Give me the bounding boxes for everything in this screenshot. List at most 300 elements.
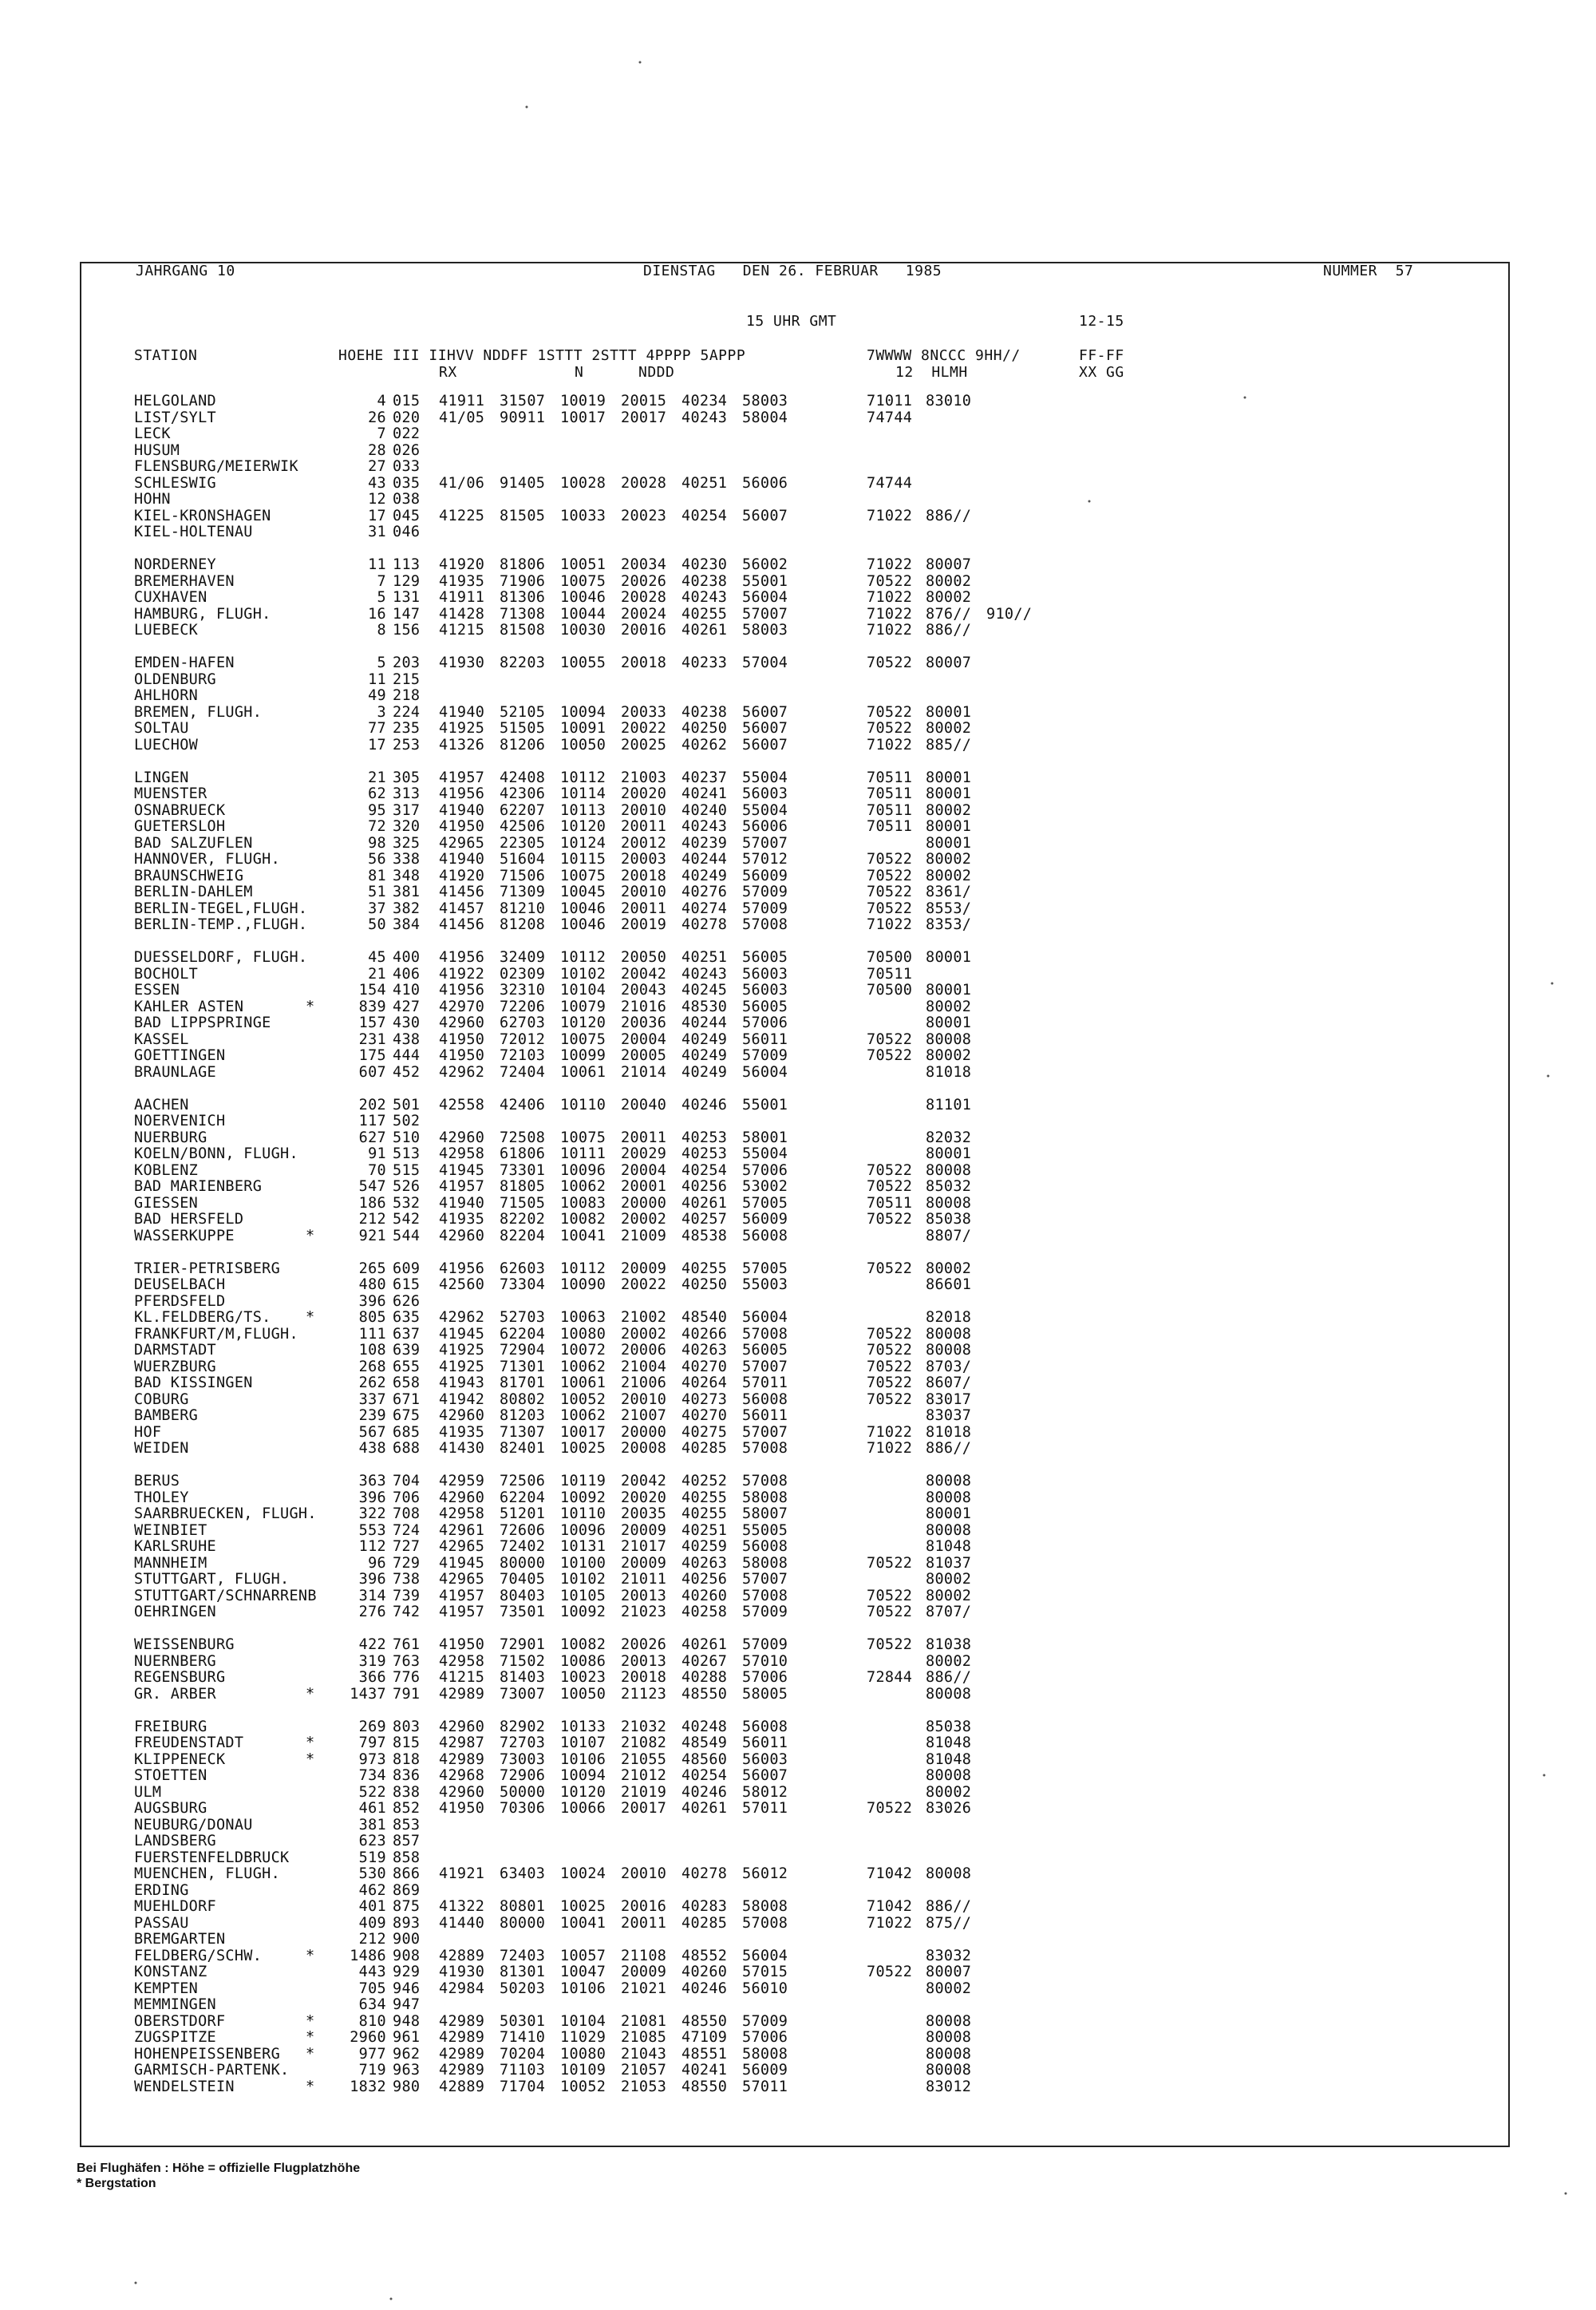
cloud-visibility-code: 41956: [439, 949, 485, 966]
station-index: 338: [393, 851, 421, 868]
station-index: 427: [393, 998, 421, 1015]
station-name: OLDENBURG: [134, 670, 216, 688]
cloud-visibility-code: 41925: [439, 1358, 485, 1375]
cloud-code: 8353/: [926, 916, 972, 933]
station-name: LECK: [134, 425, 171, 442]
column-header-gusts: XX GG: [1079, 364, 1124, 381]
pressure-code: 40233: [681, 655, 728, 671]
cloud-visibility-code: 41943: [439, 1375, 485, 1391]
station-elevation: 17: [368, 736, 386, 754]
dewpoint-code: 20028: [621, 474, 667, 492]
weather-code: 70522: [867, 1047, 913, 1064]
station-elevation: 462: [358, 1881, 386, 1899]
station-name: BAD LIPPSPRINGE: [134, 1015, 271, 1031]
station-elevation: 16: [368, 605, 386, 623]
wind-code: 72508: [500, 1129, 546, 1146]
station-elevation: 17: [368, 507, 386, 524]
weather-code: 70511: [867, 785, 913, 802]
weather-code: 71042: [867, 1898, 913, 1915]
temperature-code: 10099: [560, 1047, 606, 1064]
table-row: [0, 1768, 1596, 1785]
weather-code: 71022: [867, 507, 913, 524]
cloud-code: 82032: [926, 1129, 972, 1146]
station-name: KAHLER ASTEN: [134, 998, 244, 1015]
temperature-code: 10028: [560, 474, 606, 492]
tendency-code: 55001: [742, 1096, 788, 1113]
temperature-code: 10080: [560, 1325, 606, 1343]
cloud-visibility-code: 42960: [439, 1489, 485, 1506]
station-name: AHLHORN: [134, 687, 199, 704]
tendency-code: 57007: [742, 605, 788, 623]
wind-code: 80802: [500, 1390, 546, 1408]
wind-code: 62603: [500, 1260, 546, 1277]
temperature-code: 10110: [560, 1505, 606, 1522]
station-index: 685: [393, 1423, 421, 1441]
mountain-marker: *: [306, 2078, 315, 2095]
station-index: 542: [393, 1211, 421, 1228]
table-row: [0, 1294, 1596, 1311]
pressure-code: 40255: [681, 1505, 728, 1522]
pressure-code: 40243: [681, 818, 728, 835]
tendency-code: 57009: [742, 1604, 788, 1620]
station-name: BERLIN-TEGEL,FLUGH.: [134, 900, 308, 917]
cloud-visibility-code: 42962: [439, 1309, 485, 1326]
wind-code: 61806: [500, 1145, 546, 1162]
wind-code: 52105: [500, 703, 546, 721]
cloud-visibility-code: 41942: [439, 1390, 485, 1408]
station-elevation: 810: [358, 2012, 386, 2030]
cloud-code: 80001: [926, 703, 972, 721]
tendency-code: 57009: [742, 884, 788, 900]
dewpoint-code: 20011: [621, 1129, 667, 1146]
wind-code: 72703: [500, 1734, 546, 1751]
station-index: 803: [393, 1718, 421, 1735]
cloud-visibility-code: 41/05: [439, 409, 485, 426]
mountain-marker: *: [306, 2045, 315, 2063]
table-row: [0, 1048, 1596, 1065]
station-elevation: 51: [368, 884, 386, 900]
station-index: 406: [393, 965, 421, 983]
temperature-code: 10044: [560, 605, 606, 623]
dewpoint-code: 20010: [621, 801, 667, 819]
cloud-code: 80001: [926, 949, 972, 966]
table-row: [0, 1473, 1596, 1490]
cloud-code: 886//: [926, 1440, 972, 1457]
cloud-code: 80002: [926, 998, 972, 1015]
weather-code: 70500: [867, 982, 913, 999]
dewpoint-code: 20024: [621, 605, 667, 623]
cloud-visibility-code: 42962: [439, 1063, 485, 1081]
table-row: [0, 868, 1596, 885]
header-period: 12-15: [1079, 313, 1124, 330]
station-name: FLENSBURG/MEIERWIK: [134, 458, 298, 475]
cloud-code: 80001: [926, 818, 972, 835]
station-name: BERLIN-TEMP.,FLUGH.: [134, 916, 308, 933]
wind-code: 70405: [500, 1571, 546, 1588]
station-elevation: 5: [377, 655, 386, 671]
mountain-marker: *: [306, 2029, 315, 2046]
wind-code: 80000: [500, 1554, 546, 1572]
mountain-marker: *: [306, 1685, 315, 1703]
station-index: 033: [393, 458, 421, 475]
pressure-code: 40244: [681, 1015, 728, 1031]
tendency-code: 58008: [742, 2045, 788, 2063]
wind-code: 42506: [500, 818, 546, 835]
temperature-code: 10086: [560, 1652, 606, 1670]
pressure-code: 40273: [681, 1390, 728, 1408]
tendency-code: 56010: [742, 1980, 788, 1997]
tendency-code: 56009: [742, 1211, 788, 1228]
pressure-code: 40266: [681, 1325, 728, 1343]
station-elevation: 921: [358, 1227, 386, 1244]
pressure-code: 40251: [681, 949, 728, 966]
station-index: 015: [393, 393, 421, 409]
table-row: [0, 1098, 1596, 1114]
station-elevation: 212: [358, 1931, 386, 1948]
pressure-code: 40261: [681, 622, 728, 639]
station-elevation: 553: [358, 1521, 386, 1539]
pressure-code: 40256: [681, 1571, 728, 1588]
cloud-code: 85032: [926, 1178, 972, 1195]
wind-code: 50203: [500, 1980, 546, 1997]
pressure-code: 40254: [681, 1161, 728, 1179]
dewpoint-code: 20010: [621, 1865, 667, 1882]
weather-code: 70522: [867, 1211, 913, 1228]
tendency-code: 56003: [742, 965, 788, 983]
station-name: LIST/SYLT: [134, 409, 216, 426]
table-row: [0, 1228, 1596, 1245]
station-name: KIEL-HOLTENAU: [134, 524, 253, 540]
cloud-code: 80001: [926, 834, 972, 852]
cloud-visibility-code: 42965: [439, 1538, 485, 1555]
temperature-code: 10109: [560, 2062, 606, 2079]
weather-code: 74744: [867, 409, 913, 426]
station-index: 218: [393, 687, 421, 704]
station-elevation: 212: [358, 1211, 386, 1228]
station-name: SAARBRUECKEN, FLUGH.: [134, 1505, 317, 1522]
tendency-code: 57008: [742, 1473, 788, 1489]
tendency-code: 56005: [742, 1342, 788, 1359]
pressure-code: 40260: [681, 1587, 728, 1604]
station-elevation: 522: [358, 1783, 386, 1801]
station-elevation: 231: [358, 1030, 386, 1048]
station-index: 438: [393, 1030, 421, 1048]
pressure-code: 40238: [681, 572, 728, 590]
tendency-code: 56008: [742, 1390, 788, 1408]
station-index: 818: [393, 1750, 421, 1768]
wind-code: 81206: [500, 736, 546, 754]
tendency-code: 57008: [742, 1325, 788, 1343]
tendency-code: 57009: [742, 1636, 788, 1653]
mountain-marker: *: [306, 1309, 315, 1326]
weather-code: 70522: [867, 1030, 913, 1048]
station-elevation: 634: [358, 1996, 386, 2013]
pressure-code: 40285: [681, 1440, 728, 1457]
cloud-visibility-code: 41950: [439, 1636, 485, 1653]
wind-code: 71308: [500, 605, 546, 623]
pressure-code: 40255: [681, 605, 728, 623]
cloud-code: 80002: [926, 851, 972, 868]
cloud-code: 80001: [926, 769, 972, 786]
dewpoint-code: 20003: [621, 851, 667, 868]
station-index: 113: [393, 556, 421, 573]
station-elevation: 2960: [350, 2029, 386, 2046]
cloud-code: 886//: [926, 1669, 972, 1686]
column-header-station: STATION: [134, 347, 198, 364]
station-elevation: 396: [358, 1571, 386, 1588]
wind-code: 72906: [500, 1767, 546, 1784]
station-elevation: 519: [358, 1849, 386, 1866]
pressure-code: 40258: [681, 1604, 728, 1620]
tendency-code: 56007: [742, 703, 788, 721]
station-index: 853: [393, 1816, 421, 1833]
cloud-code: 80007: [926, 655, 972, 671]
temperature-code: 10111: [560, 1145, 606, 1162]
station-index: 742: [393, 1604, 421, 1620]
station-name: REGENSBURG: [134, 1669, 226, 1686]
cloud-visibility-code: 41940: [439, 1194, 485, 1212]
weather-code: 71022: [867, 589, 913, 606]
temperature-code: 10052: [560, 2078, 606, 2095]
weather-code: 70522: [867, 1587, 913, 1604]
temperature-code: 10092: [560, 1604, 606, 1620]
station-index: 688: [393, 1440, 421, 1457]
pressure-code: 40262: [681, 736, 728, 754]
station-elevation: 401: [358, 1898, 386, 1915]
cloud-code: 80008: [926, 1030, 972, 1048]
cloud-code: 80002: [926, 720, 972, 737]
station-index: 658: [393, 1375, 421, 1391]
station-index: 875: [393, 1898, 421, 1915]
station-name: BAD SALZUFLEN: [134, 834, 253, 852]
station-name: HOHENPEISSENBERG: [134, 2045, 281, 2063]
wind-code: 73003: [500, 1750, 546, 1768]
temperature-code: 10050: [560, 736, 606, 754]
wind-code: 71307: [500, 1423, 546, 1441]
pressure-code: 40250: [681, 720, 728, 737]
header-date: DIENSTAG DEN 26. FEBRUAR 1985: [643, 263, 942, 279]
table-row: [0, 1670, 1596, 1687]
pressure-code: 40251: [681, 474, 728, 492]
cloud-code: 80002: [926, 1047, 972, 1064]
tendency-code: 57009: [742, 900, 788, 917]
station-elevation: 70: [368, 1161, 386, 1179]
station-elevation: 11: [368, 556, 386, 573]
table-row: [0, 1654, 1596, 1671]
station-index: 869: [393, 1881, 421, 1899]
table-row: [0, 1719, 1596, 1736]
weather-code: 70522: [867, 851, 913, 868]
station-index: 655: [393, 1358, 421, 1375]
dewpoint-code: 20002: [621, 1211, 667, 1228]
group-spacer: [0, 639, 1596, 656]
table-row: [0, 1948, 1596, 1965]
table-row: [0, 394, 1596, 410]
cloud-visibility-code: 41430: [439, 1440, 485, 1457]
weather-code: 70522: [867, 1554, 913, 1572]
dewpoint-code: 20050: [621, 949, 667, 966]
cloud-visibility-code: 41957: [439, 1587, 485, 1604]
dewpoint-code: 21057: [621, 2062, 667, 2079]
temperature-code: 10030: [560, 622, 606, 639]
tendency-code: 57008: [742, 1914, 788, 1932]
wind-code: 62207: [500, 801, 546, 819]
table-row: [0, 1310, 1596, 1327]
pressure-code: 40264: [681, 1375, 728, 1391]
temperature-code: 10041: [560, 1227, 606, 1244]
station-elevation: 269: [358, 1718, 386, 1735]
station-elevation: 56: [368, 851, 386, 868]
cloud-visibility-code: 42989: [439, 1750, 485, 1768]
station-index: 866: [393, 1865, 421, 1882]
wind-code: 81210: [500, 900, 546, 917]
cloud-visibility-code: 41921: [439, 1865, 485, 1882]
station-elevation: 422: [358, 1636, 386, 1653]
station-index: 502: [393, 1113, 421, 1129]
tendency-code: 58001: [742, 1129, 788, 1146]
group-spacer: [0, 541, 1596, 558]
cloud-visibility-code: 42958: [439, 1145, 485, 1162]
station-name: GIESSEN: [134, 1194, 199, 1212]
station-elevation: 314: [358, 1587, 386, 1604]
tendency-code: 58004: [742, 409, 788, 426]
station-name: EMDEN-HAFEN: [134, 655, 235, 671]
table-row: [0, 1572, 1596, 1588]
temperature-code: 10096: [560, 1161, 606, 1179]
temperature-code: 10094: [560, 703, 606, 721]
cloud-visibility-code: 42989: [439, 2045, 485, 2063]
cloud-code: 8607/: [926, 1375, 972, 1391]
station-name: OEHRINGEN: [134, 1604, 216, 1620]
cloud-code: 876//: [926, 605, 972, 623]
cloud-visibility-code: 41925: [439, 1342, 485, 1359]
tendency-code: 56007: [742, 1767, 788, 1784]
dewpoint-code: 20018: [621, 867, 667, 884]
temperature-code: 10052: [560, 1390, 606, 1408]
cloud-code: 80007: [926, 1964, 972, 1980]
pressure-code: 48538: [681, 1227, 728, 1244]
tendency-code: 56009: [742, 2062, 788, 2079]
wind-code: 80801: [500, 1898, 546, 1915]
table-row: [0, 1179, 1596, 1196]
temperature-code: 10062: [560, 1358, 606, 1375]
pressure-code: 40250: [681, 1276, 728, 1293]
pressure-code: 40254: [681, 1767, 728, 1784]
station-name: HOHN: [134, 491, 171, 508]
pressure-code: 40245: [681, 982, 728, 999]
table-row: [0, 1506, 1596, 1523]
dewpoint-code: 20023: [621, 507, 667, 524]
cloud-code: 80007: [926, 556, 972, 573]
station-name: LINGEN: [134, 769, 189, 786]
station-elevation: 977: [358, 2045, 386, 2063]
table-row: [0, 786, 1596, 803]
table-row: [0, 590, 1596, 607]
table-row: [0, 1997, 1596, 2014]
tendency-code: 56012: [742, 1865, 788, 1882]
station-index: 962: [393, 2045, 421, 2063]
station-elevation: 112: [358, 1538, 386, 1555]
wind-code: 50301: [500, 2012, 546, 2030]
tendency-code: 58012: [742, 1783, 788, 1801]
weather-code: 71022: [867, 916, 913, 933]
temperature-code: 10119: [560, 1473, 606, 1489]
cloud-visibility-code: 41911: [439, 393, 485, 409]
temperature-code: 10106: [560, 1750, 606, 1768]
cloud-code: 85038: [926, 1718, 972, 1735]
station-index: 609: [393, 1260, 421, 1277]
cloud-visibility-code: 41957: [439, 769, 485, 786]
cloud-code: 80008: [926, 2012, 972, 2030]
station-index: 675: [393, 1407, 421, 1424]
temperature-code: 10092: [560, 1489, 606, 1506]
table-row: [0, 508, 1596, 525]
tendency-code: 56011: [742, 1734, 788, 1751]
station-index: 305: [393, 769, 421, 786]
station-index: 382: [393, 900, 421, 917]
table-row: [0, 983, 1596, 999]
tendency-code: 56005: [742, 998, 788, 1015]
tendency-code: 56006: [742, 818, 788, 835]
table-row: [0, 1556, 1596, 1572]
table-row: [0, 476, 1596, 492]
temperature-code: 10102: [560, 1571, 606, 1588]
tendency-code: 57006: [742, 1669, 788, 1686]
temperature-code: 10057: [560, 1947, 606, 1964]
station-index: 857: [393, 1833, 421, 1849]
temperature-code: 11029: [560, 2029, 606, 2046]
footnote-airports: Bei Flughäfen : Höhe = offizielle Flugplatzhöhe: [77, 2162, 361, 2175]
tendency-code: 58007: [742, 1505, 788, 1522]
station-elevation: 547: [358, 1178, 386, 1195]
station-elevation: 98: [368, 834, 386, 852]
wind-code: 71505: [500, 1194, 546, 1212]
pressure-code: 40253: [681, 1129, 728, 1146]
column-header-nddd: NDDD: [638, 364, 675, 381]
dewpoint-code: 20029: [621, 1145, 667, 1162]
station-elevation: 268: [358, 1358, 386, 1375]
wind-code: 51604: [500, 851, 546, 868]
station-elevation: 5: [377, 589, 386, 606]
station-index: 838: [393, 1783, 421, 1801]
wind-code: 71704: [500, 2078, 546, 2095]
weather-code: 71042: [867, 1865, 913, 1882]
station-elevation: 239: [358, 1407, 386, 1424]
weather-code: 70522: [867, 720, 913, 737]
wind-code: 82401: [500, 1440, 546, 1457]
station-elevation: 91: [368, 1145, 386, 1162]
table-row: [0, 967, 1596, 983]
pressure-code: 40248: [681, 1718, 728, 1735]
station-name: NUERBURG: [134, 1129, 207, 1146]
column-header-codes: HOEHE III IIHVV NDDFF 1STTT 2STTT 4PPPP 5APPP: [338, 347, 746, 364]
wind-code: 32409: [500, 949, 546, 966]
station-elevation: 4: [377, 393, 386, 409]
table-row: [0, 1212, 1596, 1228]
temperature-code: 10120: [560, 1783, 606, 1801]
mountain-marker: *: [306, 1947, 315, 1964]
wind-code: 81806: [500, 556, 546, 573]
dewpoint-code: 20008: [621, 1440, 667, 1457]
cloud-code: 875//: [926, 1914, 972, 1932]
station-elevation: 26: [368, 409, 386, 426]
dewpoint-code: 20019: [621, 916, 667, 933]
wind-code: 82204: [500, 1227, 546, 1244]
cloud-visibility-code: 41945: [439, 1554, 485, 1572]
cloud-visibility-code: 42989: [439, 2029, 485, 2046]
wind-code: 73501: [500, 1604, 546, 1620]
weather-code: 70522: [867, 1178, 913, 1195]
